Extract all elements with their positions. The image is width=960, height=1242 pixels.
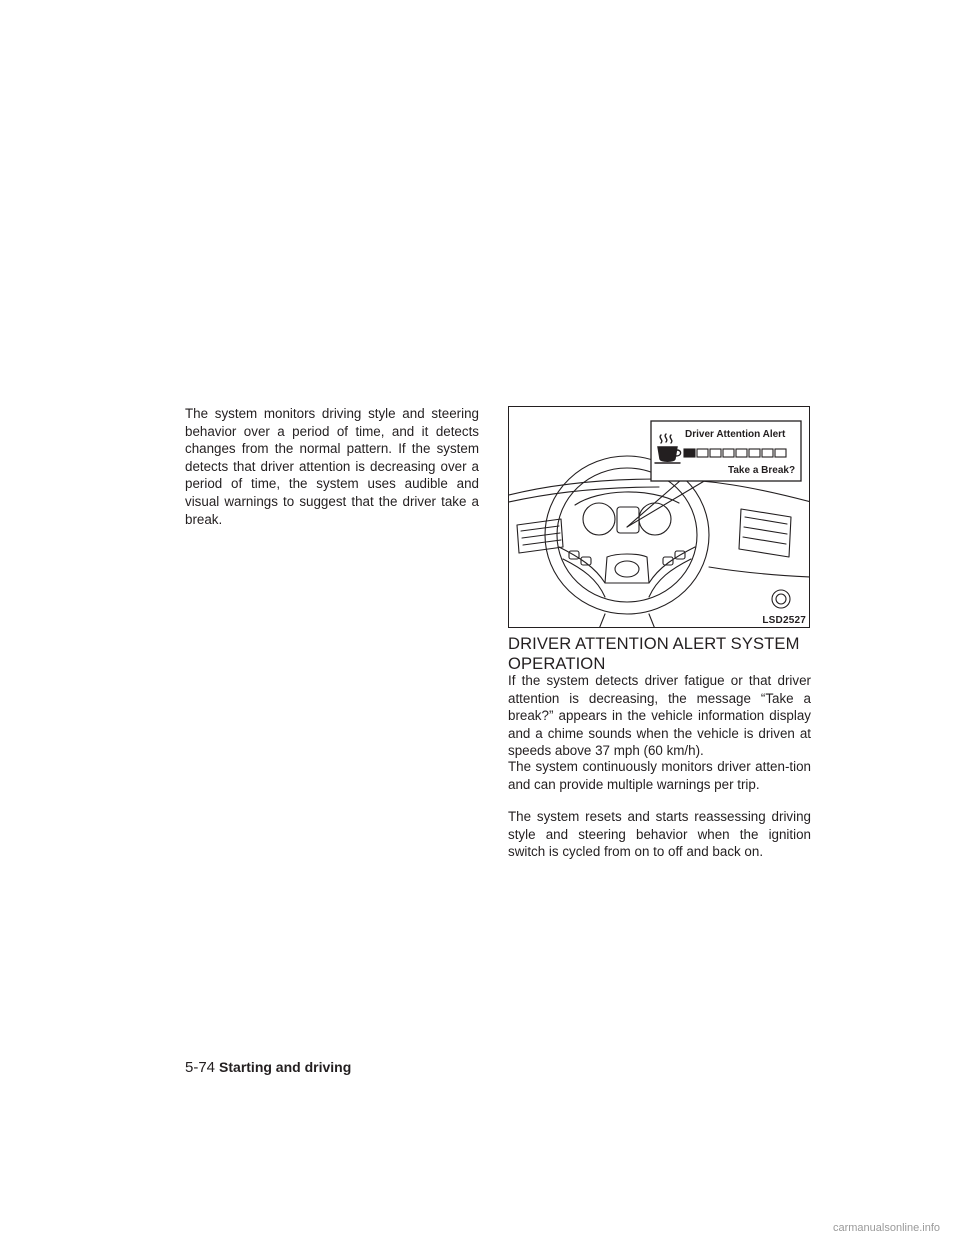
page-footer [185,1059,351,1077]
page-number: 5-74 [185,1059,216,1076]
dashboard-illustration [509,407,810,628]
driver-attention-figure [508,406,810,628]
figure-code: LSD2527 [762,615,806,626]
intro-paragraph: The system monitors driving style and steering behavior over a period of time, and it detects changes from the normal pattern. If the system detects that driver attention is decreasing over a period of time, the system uses audible and visual warnings to suggest that the driver take a break. [185,406,479,527]
section-paragraph-2: The system continuously monitors driver atten-tion and can provide multiple warnings per trip. [508,759,811,792]
display-title: Driver Attention Alert [685,429,786,440]
section-paragraph-3: The system resets and starts reassessing driving style and steering behavior when the ignition switch is cycled from on to off and back on. [508,809,811,860]
watermark: carmanualsonline.info [832,1222,940,1234]
display-message: Take a Break? [728,465,796,476]
section-heading: DRIVER ATTENTION ALERT SYSTEM OPERATION [508,634,800,673]
footer-section-title: Starting and driving [219,1059,352,1075]
section-paragraph-1: If the system detects driver fatigue or that driver attention is decreasing, the message “Take a break?” appears in the vehicle information display and a chime sounds when the vehicle is driven at speeds above 37 mph (60 km/h). [508,673,811,759]
